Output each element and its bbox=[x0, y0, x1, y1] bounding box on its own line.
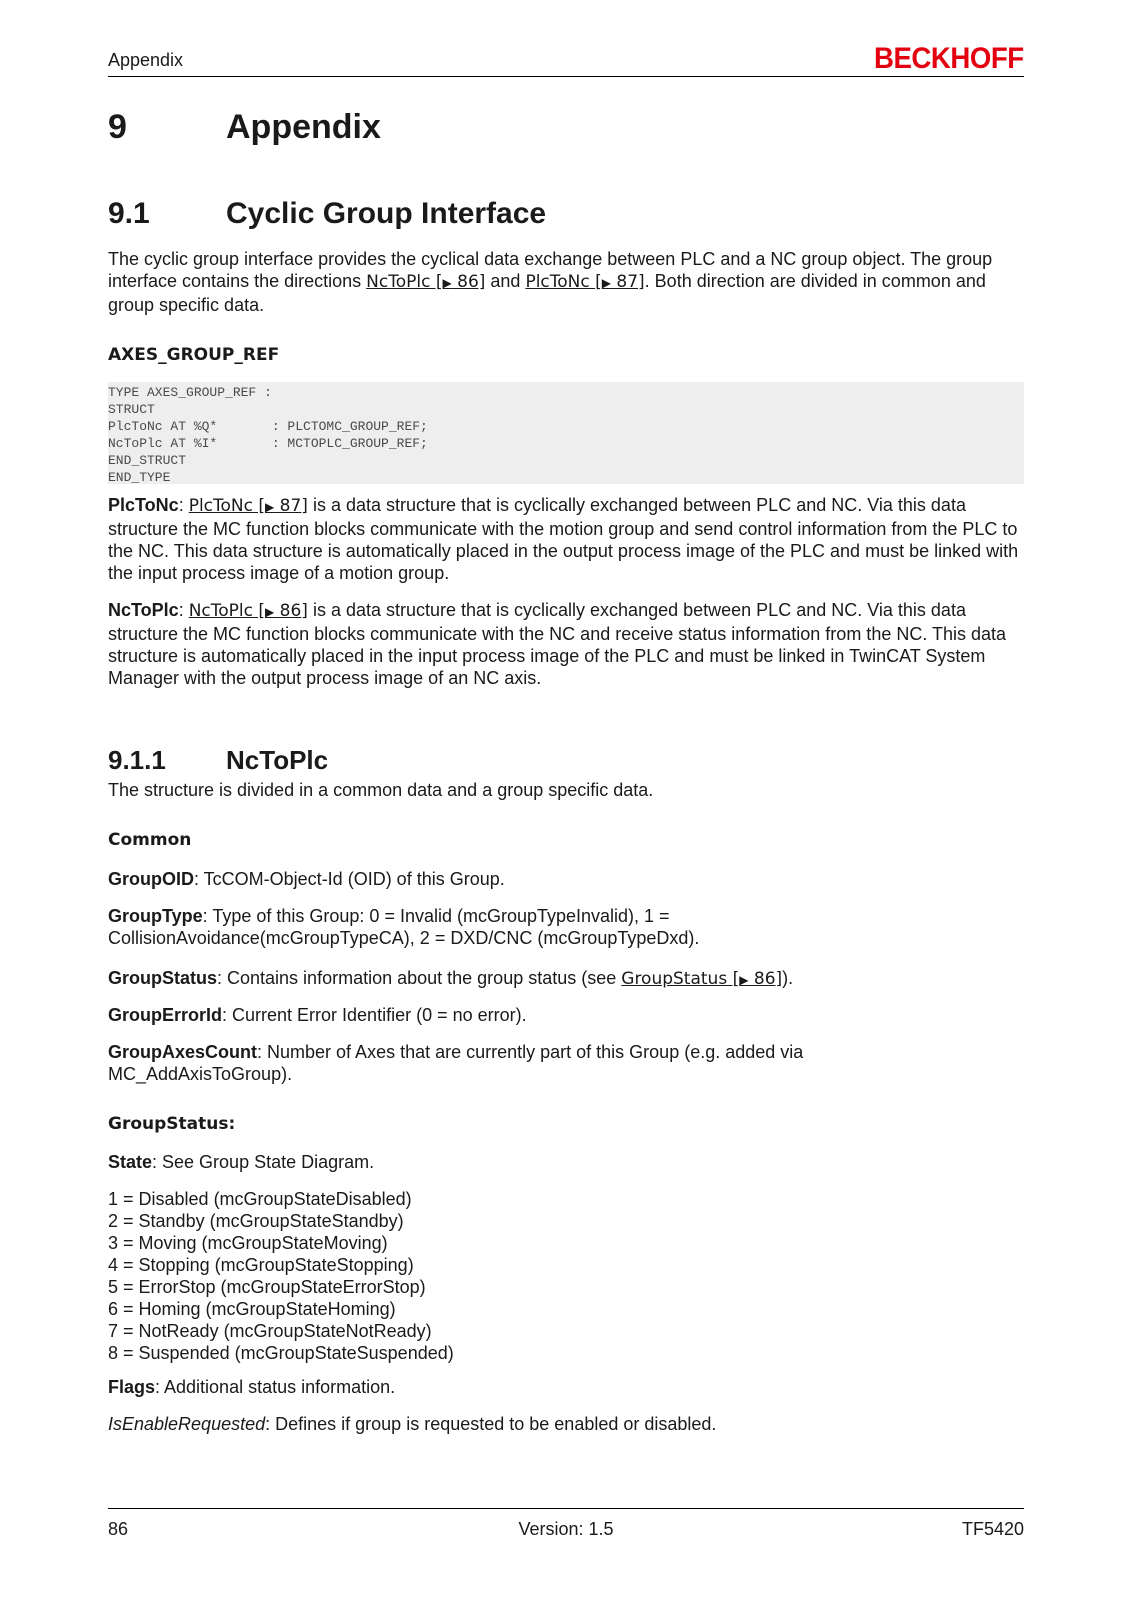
groupstatus-term: GroupStatus bbox=[108, 968, 218, 988]
groupoid-term: GroupOID bbox=[108, 869, 194, 889]
nctoplc-term: NcToPlc bbox=[108, 600, 179, 620]
groupstatus-paragraph bbox=[108, 967, 1024, 991]
list-item: 3 = Moving (mcGroupStateMoving) bbox=[108, 1233, 388, 1253]
subsection-title: NcToPlc bbox=[226, 745, 329, 775]
grouperror-term: GroupErrorId bbox=[108, 1005, 223, 1025]
groupaxes-paragraph bbox=[108, 1041, 1024, 1085]
product-code: TF5420 bbox=[961, 1519, 1024, 1539]
list-item: 4 = Stopping (mcGroupStateStopping) bbox=[108, 1255, 414, 1275]
page-number: 86 bbox=[108, 1519, 129, 1539]
plctonc-ref-label: PlcToNc [ bbox=[188, 496, 266, 516]
grouptype-term: GroupType bbox=[108, 906, 203, 926]
groupstatus-heading: GroupStatus: bbox=[108, 1114, 236, 1134]
structure-text: The structure is divided in a common data and a group specific data. bbox=[108, 780, 654, 800]
subsection-number: 9.1.1 bbox=[108, 745, 166, 775]
play-arrow-icon: ▶ bbox=[739, 973, 749, 987]
list-item: 2 = Standby (mcGroupStateStandby) bbox=[108, 1211, 404, 1231]
grouptype-paragraph bbox=[108, 905, 1024, 949]
groupstatus-link-label: GroupStatus [ bbox=[621, 969, 740, 989]
code-block bbox=[108, 382, 1024, 484]
nctoplc-paragraph bbox=[108, 599, 1024, 689]
flags-text: : Additional status information. bbox=[155, 1377, 396, 1397]
plctonc-ref-page: 87] bbox=[274, 496, 308, 516]
grouperror-text: : Current Error Identifier (0 = no error). bbox=[222, 1005, 527, 1025]
intro-text-3: . Both direction are divided in common and group specific data. bbox=[108, 271, 986, 315]
play-arrow-icon: ▶ bbox=[601, 276, 611, 290]
flags-paragraph bbox=[108, 1376, 1024, 1398]
page-footer bbox=[108, 1508, 1024, 1539]
nctoplc-ref-page: 86] bbox=[274, 601, 308, 621]
groupoid-paragraph bbox=[108, 868, 1024, 890]
colon: : bbox=[178, 600, 189, 620]
list-item: 1 = Disabled (mcGroupStateDisabled) bbox=[108, 1189, 412, 1209]
section-heading bbox=[108, 197, 546, 231]
groupoid-text: : TcCOM-Object-Id (OID) of this Group. bbox=[194, 869, 505, 889]
nctoplc-link[interactable] bbox=[366, 272, 485, 292]
state-term: State bbox=[108, 1152, 153, 1172]
state-text: : See Group State Diagram. bbox=[152, 1152, 375, 1172]
plctonc-link-label: PlcToNc [ bbox=[525, 272, 602, 292]
nctoplc-link-label: NcToPlc [ bbox=[366, 272, 443, 292]
plctonc-ref-link[interactable] bbox=[189, 496, 308, 516]
header-section-title: Appendix bbox=[108, 50, 184, 70]
play-arrow-icon: ▶ bbox=[442, 276, 452, 290]
nctoplc-description: is a data structure that is cyclically exchanged between PLC and NC. Via this data structure the MC function blocks communicate with the NC and receive status information from the NC. This data structure is automatically placed in the input process image of the PLC and must be linked in TwinCAT System Manager with the output process image of an NC axis. bbox=[108, 600, 1007, 688]
list-item: 7 = NotReady (mcGroupStateNotReady) bbox=[108, 1321, 432, 1341]
page-header bbox=[108, 44, 1024, 77]
grouptype-text: : Type of this Group: 0 = Invalid (mcGroupTypeInvalid), 1 = CollisionAvoidance(mcGroupTypeCA), 2 = DXD/CNC (mcGroupTypeDxd). bbox=[108, 906, 700, 948]
beckhoff-logo: BECKHOFF bbox=[874, 42, 1024, 75]
common-heading: Common bbox=[108, 830, 192, 850]
nctoplc-ref-label: NcToPlc [ bbox=[188, 601, 266, 621]
colon: : bbox=[178, 495, 189, 515]
groupaxes-text: : Number of Axes that are currently part of this Group (e.g. added via MC_AddAxisToGroup). bbox=[108, 1042, 804, 1084]
axes-group-ref-heading: AXES_GROUP_REF bbox=[108, 345, 280, 365]
nctoplc-ref-link[interactable] bbox=[189, 601, 308, 621]
state-list bbox=[108, 1188, 1024, 1364]
version-label: Version: 1.5 bbox=[518, 1519, 614, 1539]
chapter-number: 9 bbox=[108, 108, 127, 146]
intro-text-2: and bbox=[485, 271, 526, 291]
plctonc-term: PlcToNc bbox=[108, 495, 179, 515]
list-item: 8 = Suspended (mcGroupStateSuspended) bbox=[108, 1343, 454, 1363]
groupstatus-text-1: : Contains information about the group status (see bbox=[217, 968, 622, 988]
list-item: 5 = ErrorStop (mcGroupStateErrorStop) bbox=[108, 1277, 426, 1297]
plctonc-paragraph bbox=[108, 494, 1024, 584]
isenable-text: : Defines if group is requested to be enabled or disabled. bbox=[265, 1414, 717, 1434]
groupstatus-text-2: ). bbox=[782, 968, 794, 988]
grouperror-paragraph bbox=[108, 1004, 1024, 1026]
nctoplc-link-page: 86] bbox=[451, 272, 486, 292]
plctonc-description: is a data structure that is cyclically exchanged between PLC and NC. Via this data structure the MC function blocks communicate with the motion group and send control information from the PLC to the NC. This data structure is automatically placed in the output process image of the PLC and must be linked with the input process image of a motion group. bbox=[108, 495, 1019, 583]
chapter-title: Appendix bbox=[226, 108, 381, 146]
list-item: 6 = Homing (mcGroupStateHoming) bbox=[108, 1299, 396, 1319]
groupstatus-link-page: 86] bbox=[748, 969, 783, 989]
subsection-heading bbox=[108, 745, 328, 776]
play-arrow-icon: ▶ bbox=[265, 605, 275, 619]
flags-term: Flags bbox=[108, 1377, 156, 1397]
chapter-heading bbox=[108, 108, 381, 147]
structure-paragraph bbox=[108, 779, 1024, 801]
plctonc-link[interactable] bbox=[525, 272, 644, 292]
section-title: Cyclic Group Interface bbox=[226, 197, 547, 230]
intro-text-1: The cyclic group interface provides the cyclical data exchange between PLC and a NC group object. The group interface contains the directions bbox=[108, 249, 993, 291]
isenable-term: IsEnableRequested bbox=[108, 1414, 266, 1434]
intro-paragraph bbox=[108, 248, 1024, 316]
groupstatus-link[interactable] bbox=[621, 969, 782, 989]
plctonc-link-page: 87] bbox=[611, 272, 645, 292]
groupaxes-term: GroupAxesCount bbox=[108, 1042, 258, 1062]
isenable-paragraph bbox=[108, 1413, 1024, 1435]
state-paragraph bbox=[108, 1151, 1024, 1173]
play-arrow-icon: ▶ bbox=[265, 500, 275, 514]
section-number: 9.1 bbox=[108, 197, 150, 230]
code-text: TYPE AXES_GROUP_REF : STRUCT PlcToNc AT %Q* : PLCTOMC_GROUP_REF; NcToPlc AT %I* : MCTOPLC_GROUP_REF; END_STRUCT END_TYPE bbox=[108, 385, 428, 485]
